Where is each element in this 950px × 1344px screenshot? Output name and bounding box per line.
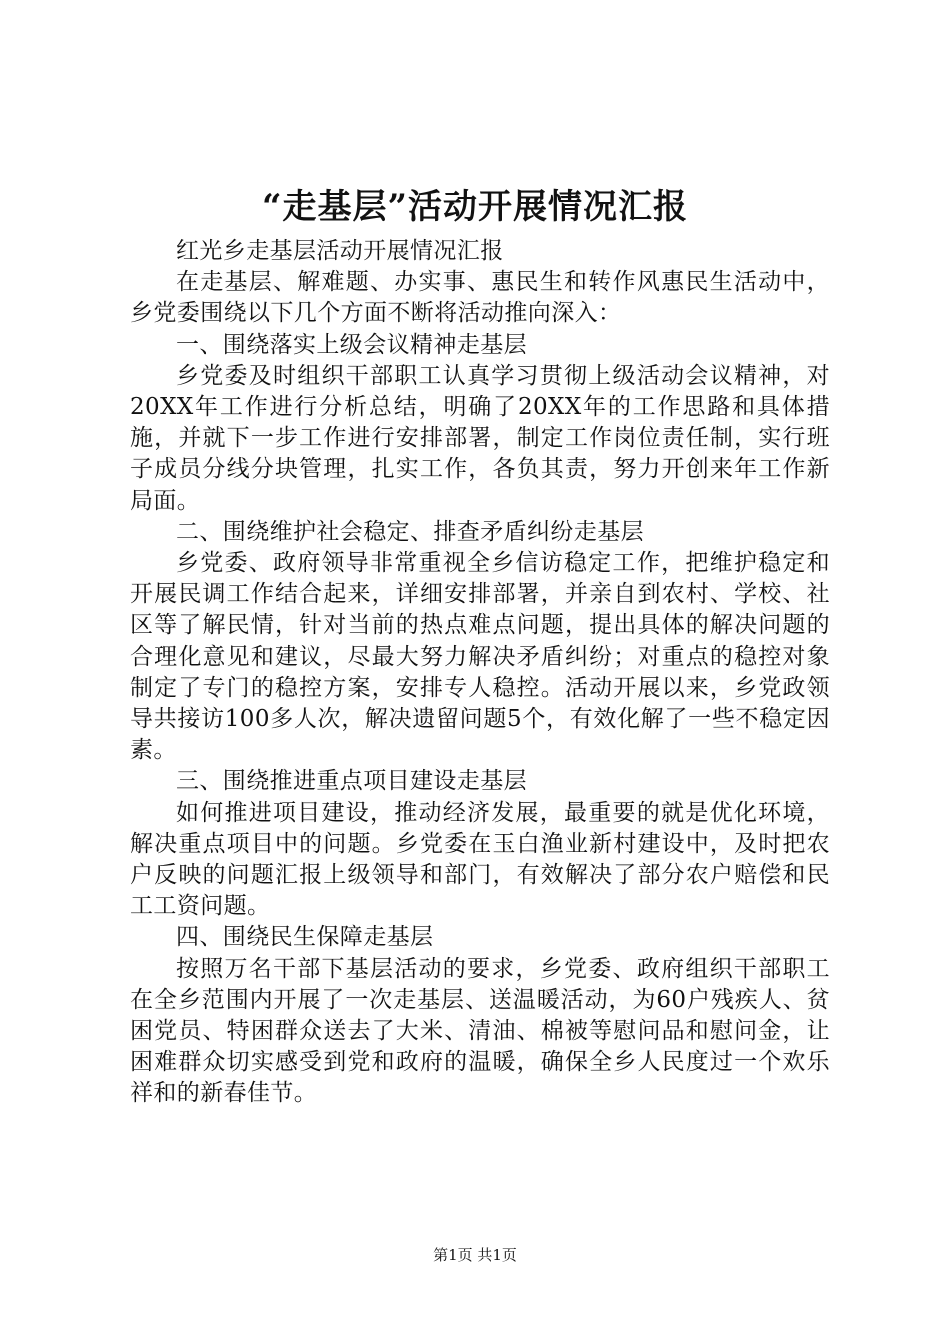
- paragraph-section-1: 乡党委及时组织干部职工认真学习贯彻上级活动会议精神，对20XX年工作进行分析总结，明确了20XX年的工作思路和具体措施，并就下一步工作进行安排部署，制定工作岗位责任制，实行班子成员分线分块管理，扎实工作，各负其责，努力开创来年工作新局面。: [130, 362, 830, 514]
- document-body: [130, 236, 830, 1110]
- paragraph-section-2: 乡党委、政府领导非常重视全乡信访稳定工作，把维护稳定和开展民调工作结合起来，详细安排部署，并亲自到农村、学校、社区等了解民情，针对当前的热点难点问题，提出具体的解决问题的合理化意见和建议，尽最大努力解决矛盾纠纷；对重点的稳控对象制定了专门的稳控方案，安排专人稳控。活动开展以来，乡党政领导共接访100多人次，解决遗留问题5个，有效化解了一些不稳定因素。: [130, 550, 830, 764]
- paragraph-subtitle: 红光乡走基层活动开展情况汇报: [176, 238, 504, 264]
- section-heading-1: 一、围绕落实上级会议精神走基层: [176, 331, 527, 358]
- paragraph-intro: 在走基层、解难题、办实事、惠民生和转作风惠民生活动中，乡党委围绕以下几个方面不断将活动推向深入：: [130, 269, 830, 327]
- paragraph-section-4: 按照万名干部下基层活动的要求，乡党委、政府组织干部职工在全乡范围内开展了一次走基层、送温暖活动，为60户残疾人、贫困党员、特困群众送去了大米、清油、棉被等慰问品和慰问金，让困难群众切实感受到党和政府的温暖，确保全乡人民度过一个欢乐祥和的新春佳节。: [130, 955, 830, 1107]
- paragraph-section-3: 如何推进项目建设，推动经济发展，最重要的就是优化环境，解决重点项目中的问题。乡党委在玉白渔业新村建设中，及时把农户反映的问题汇报上级领导和部门，有效解决了部分农户赔偿和民工工资问题。: [130, 799, 830, 920]
- section-heading-4: 四、围绕民生保障走基层: [176, 924, 434, 951]
- page-footer: 第1页 共1页: [433, 1246, 517, 1264]
- section-heading-2: 二、围绕维护社会稳定、排查矛盾纠纷走基层: [176, 518, 644, 545]
- section-heading-3: 三、围绕推进重点项目建设走基层: [176, 768, 527, 795]
- document-title: “走基层”活动开展情况汇报: [261, 187, 689, 227]
